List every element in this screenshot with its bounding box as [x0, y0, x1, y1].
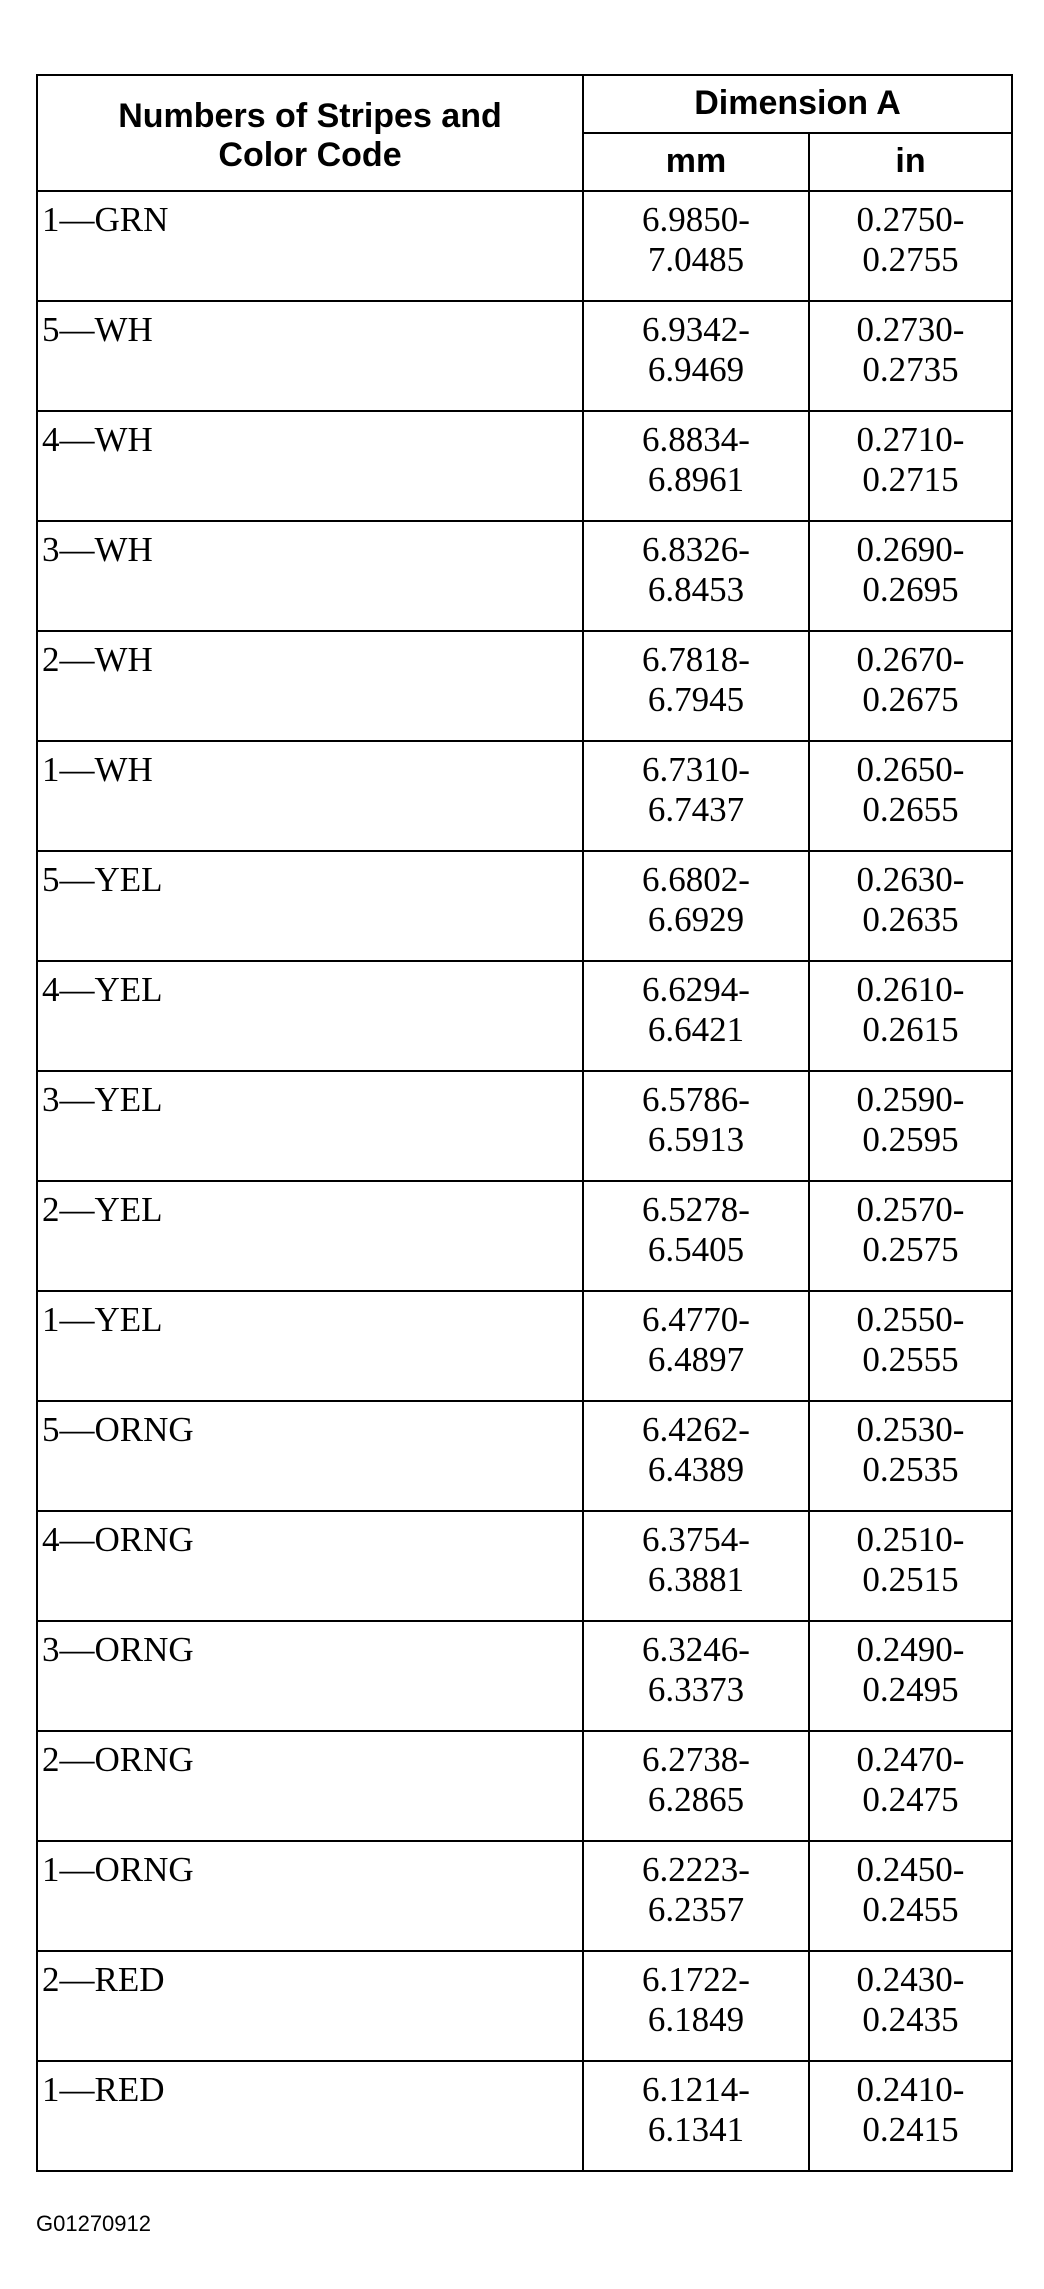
- in-header: in: [809, 133, 1012, 191]
- table-row: [37, 411, 1012, 521]
- table-row: [37, 1621, 1012, 1731]
- figure-id-label: G01270912: [36, 2211, 151, 2236]
- stripe-color-code-cell: 4—YEL: [37, 961, 583, 1071]
- stripe-color-code-cell: 4—WH: [37, 411, 583, 521]
- dimension-mm-cell: 6.1722- 6.1849: [583, 1951, 809, 2061]
- dimension-in-cell: 0.2450- 0.2455: [809, 1841, 1012, 1951]
- table-row: [37, 301, 1012, 411]
- dimension-mm-cell: 6.7310- 6.7437: [583, 741, 809, 851]
- dimension-mm-cell: 6.8834- 6.8961: [583, 411, 809, 521]
- dimension-in-cell: 0.2590- 0.2595: [809, 1071, 1012, 1181]
- dimension-mm-cell: 6.5278- 6.5405: [583, 1181, 809, 1291]
- stripe-color-code-cell: 3—WH: [37, 521, 583, 631]
- stripe-color-code-cell: 5—WH: [37, 301, 583, 411]
- header-label-line2: Color Code: [218, 136, 402, 174]
- dimension-in-cell: 0.2490- 0.2495: [809, 1621, 1012, 1731]
- dimension-in-cell: 0.2730- 0.2735: [809, 301, 1012, 411]
- mm-header: mm: [583, 133, 809, 191]
- table-row: [37, 2061, 1012, 2171]
- dimension-mm-cell: 6.6802- 6.6929: [583, 851, 809, 961]
- dimension-a-header: Dimension A: [583, 75, 1012, 133]
- dimension-in-cell: 0.2750- 0.2755: [809, 191, 1012, 301]
- dimension-in-cell: 0.2670- 0.2675: [809, 631, 1012, 741]
- dimension-in-cell: 0.2410- 0.2415: [809, 2061, 1012, 2171]
- table-row: [37, 1731, 1012, 1841]
- stripe-color-code-cell: 3—ORNG: [37, 1621, 583, 1731]
- stripe-color-code-cell: 2—RED: [37, 1951, 583, 2061]
- dimension-in-cell: 0.2610- 0.2615: [809, 961, 1012, 1071]
- stripe-color-code-cell: 2—YEL: [37, 1181, 583, 1291]
- table-row: [37, 1841, 1012, 1951]
- stripe-color-code-cell: 1—GRN: [37, 191, 583, 301]
- dimension-mm-cell: 6.4770- 6.4897: [583, 1291, 809, 1401]
- dimension-mm-cell: 6.7818- 6.7945: [583, 631, 809, 741]
- dimension-mm-cell: 6.2738- 6.2865: [583, 1731, 809, 1841]
- dimension-in-cell: 0.2470- 0.2475: [809, 1731, 1012, 1841]
- table-body: [37, 191, 1012, 2171]
- dimension-mm-cell: 6.2223- 6.2357: [583, 1841, 809, 1951]
- dimension-in-cell: 0.2710- 0.2715: [809, 411, 1012, 521]
- dimension-in-cell: 0.2690- 0.2695: [809, 521, 1012, 631]
- stripe-color-code-cell: 1—YEL: [37, 1291, 583, 1401]
- dimension-in-cell: 0.2550- 0.2555: [809, 1291, 1012, 1401]
- dimension-mm-cell: 6.9342- 6.9469: [583, 301, 809, 411]
- dimension-mm-cell: 6.6294- 6.6421: [583, 961, 809, 1071]
- stripe-color-code-cell: 3—YEL: [37, 1071, 583, 1181]
- dimension-in-cell: 0.2430- 0.2435: [809, 1951, 1012, 2061]
- stripe-color-code-cell: 1—RED: [37, 2061, 583, 2171]
- stripe-color-code-cell: 2—ORNG: [37, 1731, 583, 1841]
- dimension-mm-cell: 6.1214- 6.1341: [583, 2061, 809, 2171]
- stripe-color-code-cell: 1—ORNG: [37, 1841, 583, 1951]
- table-row: [37, 1401, 1012, 1511]
- table-row: [37, 1071, 1012, 1181]
- dimension-mm-cell: 6.3754- 6.3881: [583, 1511, 809, 1621]
- table-row: [37, 191, 1012, 301]
- dimension-in-cell: 0.2630- 0.2635: [809, 851, 1012, 961]
- stripe-color-code-cell: 5—ORNG: [37, 1401, 583, 1511]
- dimension-in-cell: 0.2650- 0.2655: [809, 741, 1012, 851]
- stripe-color-code-cell: 2—WH: [37, 631, 583, 741]
- table-row: [37, 961, 1012, 1071]
- stripe-color-code-cell: 1—WH: [37, 741, 583, 851]
- table-row: [37, 631, 1012, 741]
- header-label-line1: Numbers of Stripes and: [118, 96, 502, 135]
- stripe-color-code-cell: 4—ORNG: [37, 1511, 583, 1621]
- stripe-color-code-cell: 5—YEL: [37, 851, 583, 961]
- table-row: [37, 851, 1012, 961]
- table-header-row: [37, 75, 1012, 133]
- dimension-in-cell: 0.2570- 0.2575: [809, 1181, 1012, 1291]
- table-row: [37, 1951, 1012, 2061]
- dimension-mm-cell: 6.9850- 7.0485: [583, 191, 809, 301]
- stripes-color-code-header: [37, 75, 583, 191]
- table-row: [37, 521, 1012, 631]
- stripe-dimension-table: [36, 74, 1013, 2172]
- table-row: [37, 1511, 1012, 1621]
- dimension-in-cell: 0.2530- 0.2535: [809, 1401, 1012, 1511]
- dimension-in-cell: 0.2510- 0.2515: [809, 1511, 1012, 1621]
- dimension-mm-cell: 6.8326- 6.8453: [583, 521, 809, 631]
- dimension-mm-cell: 6.4262- 6.4389: [583, 1401, 809, 1511]
- table-row: [37, 1291, 1012, 1401]
- dimension-mm-cell: 6.5786- 6.5913: [583, 1071, 809, 1181]
- table-row: [37, 1181, 1012, 1291]
- dimension-mm-cell: 6.3246- 6.3373: [583, 1621, 809, 1731]
- table-row: [37, 741, 1012, 851]
